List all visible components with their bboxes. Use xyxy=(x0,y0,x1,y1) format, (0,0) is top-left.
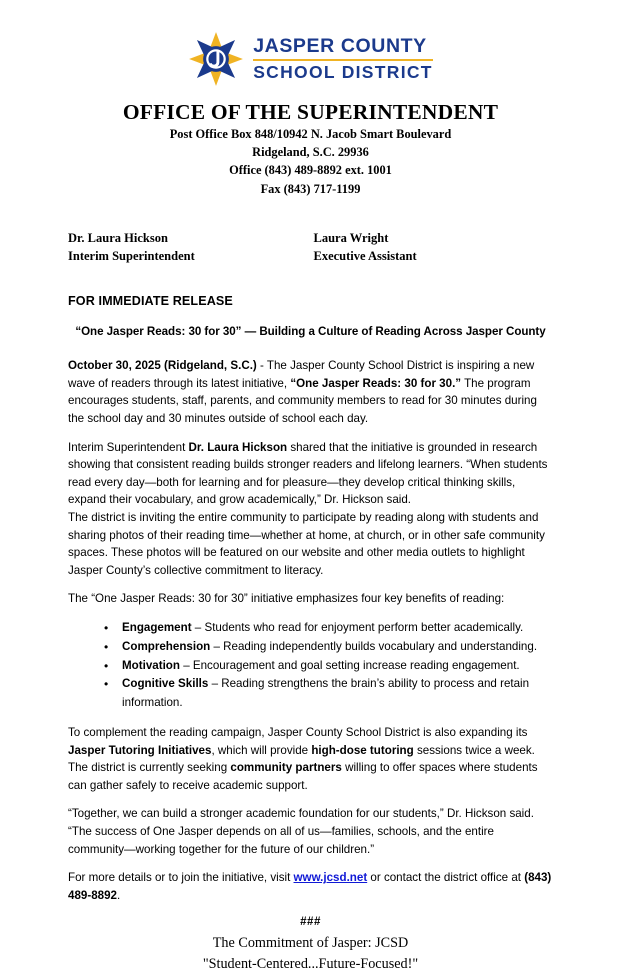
benefit-text: – Encouragement and goal setting increase reading engagement. xyxy=(179,658,520,672)
contact-secondary-title: Executive Assistant xyxy=(313,249,417,264)
office-phone-line: Office (843) 489-8892 ext. 1001 xyxy=(229,163,392,178)
community-partners-bold: community partners xyxy=(230,761,342,775)
benefit-term: Motivation xyxy=(122,658,180,672)
contact-text-c: . xyxy=(117,888,121,902)
dateline: October 30, 2025 (Ridgeland, S.C.) xyxy=(68,359,257,373)
contact-secondary-name: Laura Wright xyxy=(313,231,389,246)
quote-text-a: Interim Superintendent xyxy=(68,440,189,454)
list-item xyxy=(122,675,553,713)
lede-text-b: The program encourages students, staff, parents, and community members to read for 30 minutes during the school day and 30 minutes outside of school each day. xyxy=(68,376,537,425)
tutoring-initiative-bold: Jasper Tutoring Initiatives xyxy=(68,743,212,757)
paragraph-superintendent-quote xyxy=(68,439,553,509)
district-tagline xyxy=(68,933,553,973)
benefit-term: Cognitive Skills xyxy=(122,677,209,691)
paragraph-contact-info xyxy=(68,869,553,904)
address-line: Post Office Box 848/10942 N. Jacob Smart Boulevard xyxy=(169,126,452,141)
contact-secondary xyxy=(308,229,554,265)
superintendent-name-bold: Dr. Laura Hickson xyxy=(188,440,288,454)
tagline-line-1: The Commitment of Jasper: JCSD xyxy=(212,935,409,952)
quote-text-b: shared that the initiative is grounded in research showing that consistent reading builds stronger readers and lifelong learners. “When students read every day—both for learning and for pleasure—they develop critical thinking skills, expand their vocabulary, and grow academically,” Dr. Hickson said. xyxy=(68,440,548,507)
lede-text-a: - The Jasper County School District is inspiring a new wave of readers through its latest initiative, xyxy=(68,359,535,390)
district-website-link[interactable]: www.jcsd.net xyxy=(293,871,368,885)
tutoring-text-a: To complement the reading campaign, Jasper County School District is also expanding its xyxy=(68,725,528,739)
release-body xyxy=(68,357,553,904)
benefit-text: – Reading strengthens the brain’s ability to process and retain information. xyxy=(122,677,530,710)
paragraph-community-invite: The district is inviting the entire community to participate by reading along with students and sharing photos of their reading time—whether at home, at church, or in other safe community spaces. These photos will be featured on our website and other media outlets to highlight Jasper County’s collective commitment to literacy. xyxy=(68,510,545,577)
list-item xyxy=(122,657,553,676)
district-phone-bold: (843) 489-8892 xyxy=(68,871,552,902)
tagline-line-2: "Student-Centered...Future-Focused!" xyxy=(202,955,419,972)
release-label: FOR IMMEDIATE RELEASE xyxy=(68,294,233,309)
tutoring-text-d: willing to offer spaces where students can gather safely to receive academic support. xyxy=(68,761,538,792)
list-item xyxy=(122,619,553,638)
wordmark-line-2: SCHOOL DISTRICT xyxy=(253,61,433,82)
compass-rose-logo-icon xyxy=(188,31,244,87)
benefit-text: – Students who read for enjoyment perform better academically. xyxy=(191,621,524,634)
release-headline: “One Jasper Reads: 30 for 30” — Building a Culture of Reading Across Jasper County xyxy=(75,325,546,339)
benefit-term: Engagement xyxy=(122,621,192,634)
contact-primary-title: Interim Superintendent xyxy=(68,249,195,264)
contact-primary-name: Dr. Laura Hickson xyxy=(68,231,168,246)
district-wordmark xyxy=(253,37,433,81)
wordmark-line-1: JASPER COUNTY xyxy=(253,37,433,61)
contact-primary xyxy=(68,229,308,265)
contact-text-b: or contact the district office at xyxy=(367,871,525,885)
initiative-name-bold: “One Jasper Reads: 30 for 30.” xyxy=(290,376,462,390)
office-title: OFFICE OF THE SUPERINTENDENT xyxy=(122,100,499,124)
letterhead xyxy=(68,0,553,198)
tutoring-text-b: , which will provide xyxy=(211,743,312,757)
end-marker: ### xyxy=(300,915,321,929)
benefit-text: – Reading independently builds vocabulary and understanding. xyxy=(210,639,538,653)
city-state-zip-line: Ridgeland, S.C. 29936 xyxy=(252,145,369,159)
contact-block xyxy=(68,229,553,265)
list-item xyxy=(122,638,553,657)
benefit-term: Comprehension xyxy=(122,639,211,653)
fax-line: Fax (843) 717-1199 xyxy=(260,181,361,196)
paragraph-benefits-intro: The “One Jasper Reads: 30 for 30” initiative emphasizes four key benefits of reading: xyxy=(68,592,505,606)
high-dose-tutoring-bold: high-dose tutoring xyxy=(311,743,414,757)
benefits-list xyxy=(68,619,553,713)
tutoring-text-c: sessions twice a week. The district is currently seeking xyxy=(68,743,535,775)
district-logo-lockup xyxy=(68,30,553,88)
paragraph-tutoring xyxy=(68,724,553,794)
paragraph-lede xyxy=(68,357,553,427)
paragraph-closing-quote: “Together, we can build a stronger academic foundation for our students,” Dr. Hickson said. “The success of One Jasper depends on all of us—families, schools, and the entire community—working together for the future of our children.” xyxy=(68,807,534,856)
contact-text-a: For more details or to join the initiative, visit xyxy=(68,871,294,885)
